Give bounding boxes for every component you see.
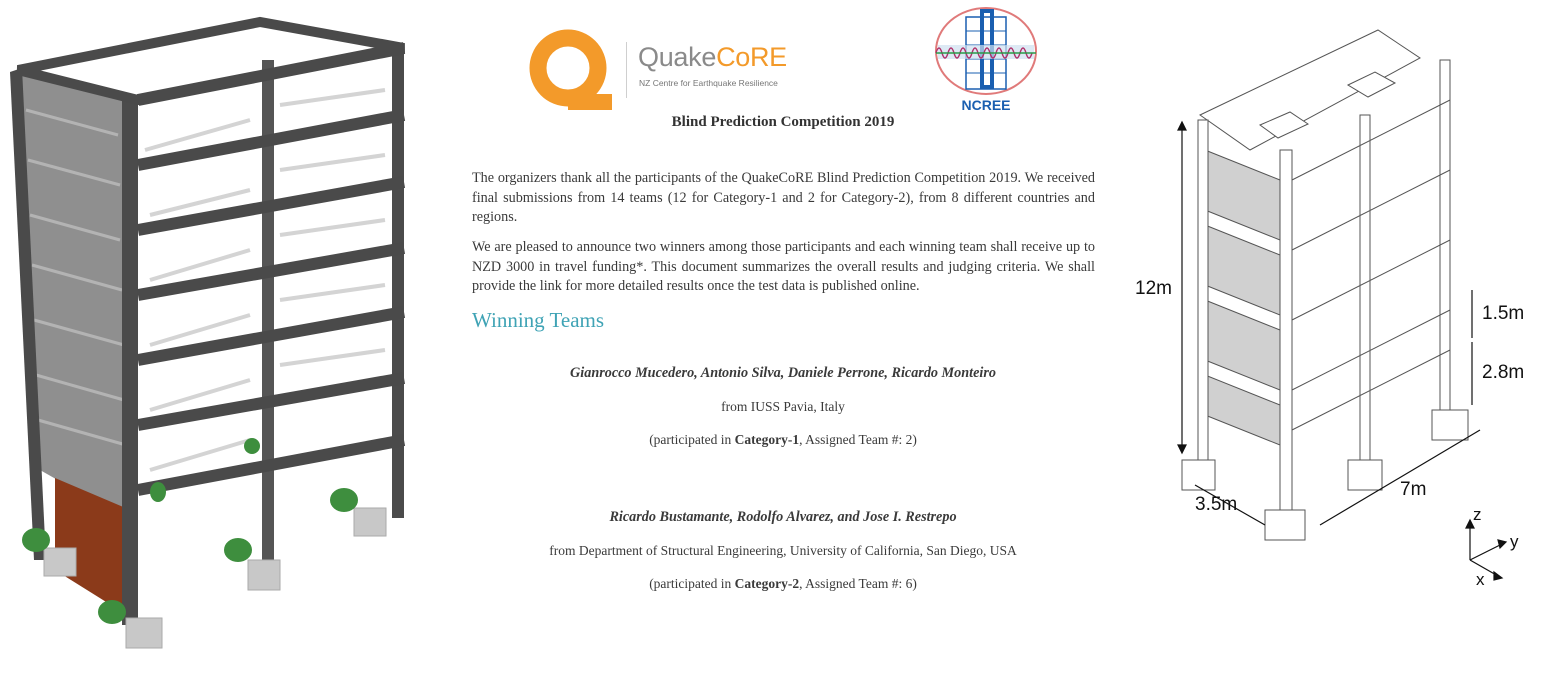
quakecore-tagline: NZ Centre for Earthquake Resilience (639, 78, 778, 88)
dim-line-long (1320, 430, 1480, 525)
team-participation: (participated in Category-2, Assigned Team #: 6) (649, 576, 917, 591)
actuator-icon (98, 600, 126, 624)
section-heading-winning-teams: Winning Teams (472, 308, 605, 332)
intro-paragraph: The organizers thank all the participants of the QuakeCoRE Blind Prediction Competition 2019. We received final submissions from 14 teams (12 for Category-1 and 2 for Category-2), from 8 different countries and regions. (472, 170, 1095, 225)
quakecore-q-icon (528, 28, 618, 112)
winning-team-1 (472, 365, 1094, 448)
dim-label-upper-story: 1.5m (1482, 303, 1525, 324)
announcement-paragraph: We are pleased to announce two winners among those participants and each winning team shall receive up to NZD 3000 in travel funding*. This document summarizes the overall results and judging criteria. We shall provide the link for more detailed results once the test data is published online. (472, 239, 1095, 294)
dim-label-lower-story: 2.8m (1482, 362, 1525, 383)
dim-label-total-height: 12m (1135, 278, 1172, 299)
ncree-emblem-icon (932, 5, 1040, 97)
axis-label-x: x (1476, 570, 1485, 589)
quakecore-logo (528, 28, 788, 112)
dim-label-long-width: 7m (1400, 479, 1427, 500)
team-members: Gianrocco Mucedero, Antonio Silva, Daniele Perrone, Ricardo Monteiro (570, 365, 996, 381)
document-title: Blind Prediction Competition 2019 (671, 114, 895, 130)
building-render-graphic (0, 0, 450, 672)
ncree-logo (932, 5, 1040, 115)
building-schematic (1120, 20, 1543, 620)
team-affiliation: from IUSS Pavia, Italy (721, 399, 845, 414)
building-3d-render (0, 0, 450, 672)
team-participation: (participated in Category-1, Assigned Team #: 2) (649, 432, 917, 447)
quakecore-wordmark: QuakeCoRE (638, 42, 787, 72)
team-members: Ricardo Bustamante, Rodolfo Alvarez, and Jose I. Restrepo (609, 509, 957, 525)
axis-label-z: z (1473, 505, 1482, 524)
team-affiliation: from Department of Structural Engineering, University of California, San Diego, USA (549, 543, 1017, 558)
team-category: Category-1 (734, 432, 800, 447)
winning-team-2 (472, 509, 1094, 592)
logo-divider (626, 42, 627, 98)
actuator-icon (244, 438, 260, 454)
dim-label-short-width: 3.5m (1195, 494, 1238, 515)
actuator-icon (22, 528, 50, 552)
actuator-icon (150, 482, 166, 502)
actuator-icon (224, 538, 252, 562)
axis-label-y: y (1510, 532, 1519, 551)
team-category: Category-2 (734, 576, 800, 591)
ncree-label: NCREE (961, 97, 1011, 113)
building-line-drawing (1120, 20, 1543, 620)
actuator-icon (330, 488, 358, 512)
